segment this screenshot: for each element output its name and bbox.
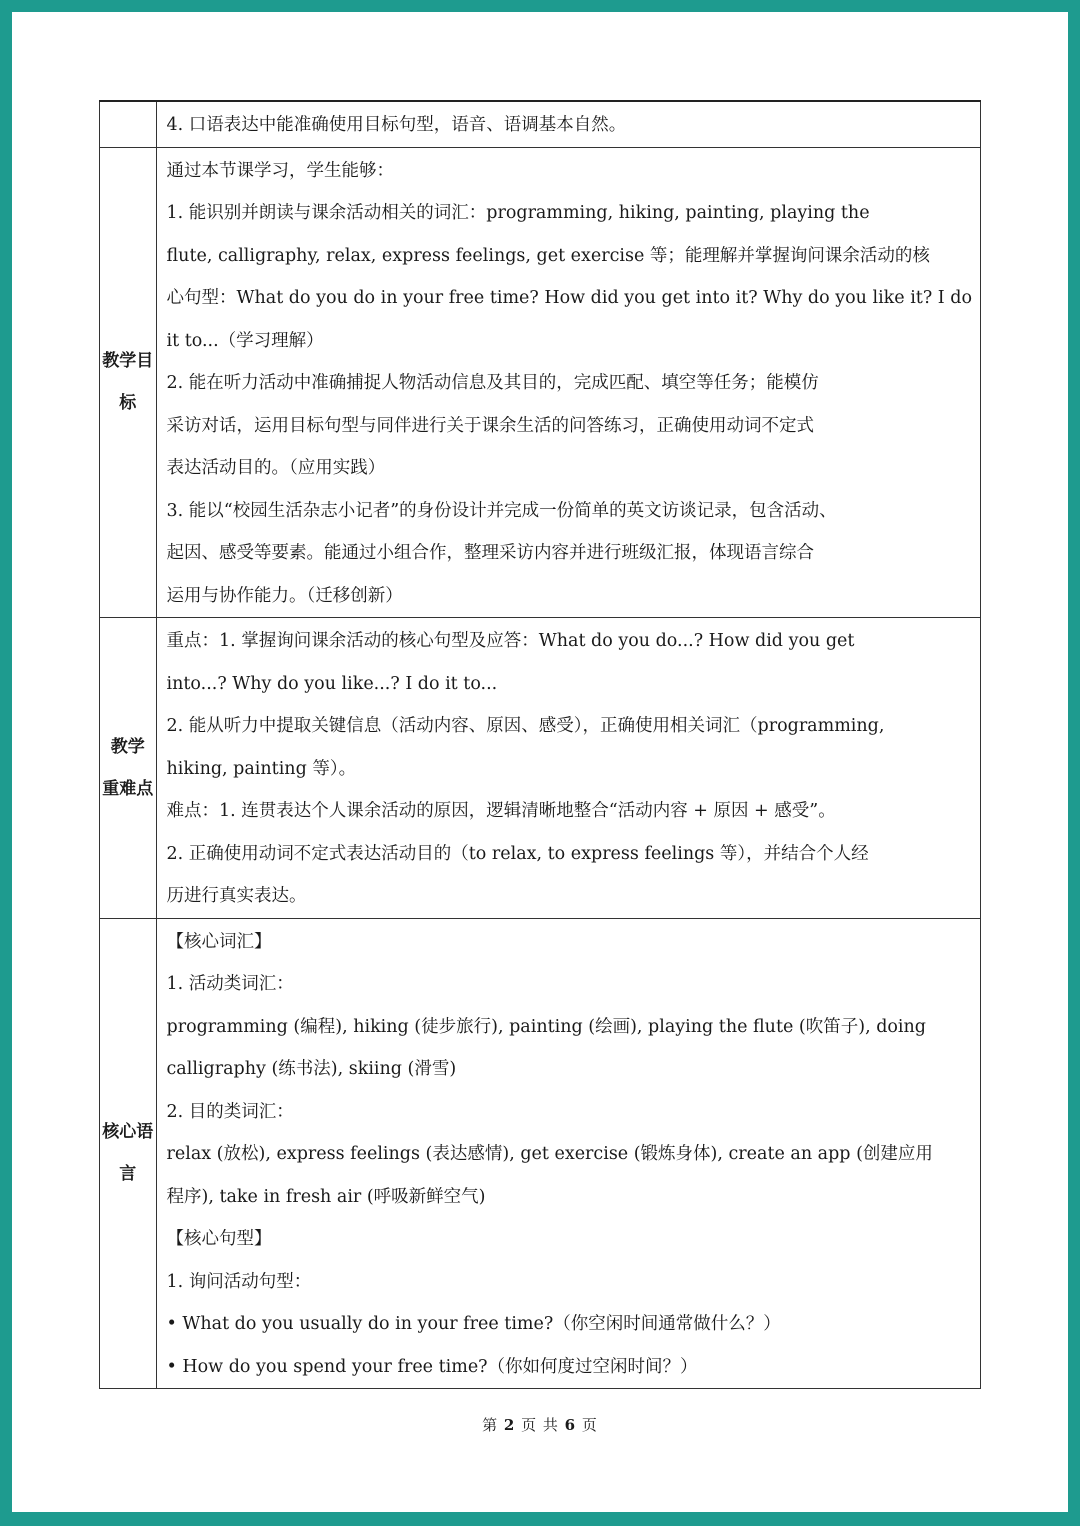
footer-middle: 页 共 (521, 1416, 559, 1434)
content-line: 采访对话，运用目标句型与同伴进行关于课余生活的问答练习，正确使用动词不定式 (166, 415, 814, 436)
table-row (100, 918, 981, 1389)
row-content-cell (156, 918, 981, 1389)
content-line: 3. 能以“校园生活杂志小记者”的身份设计并完成一份简单的英文访谈记录，包含活动、 (166, 500, 837, 521)
table-row (100, 618, 981, 919)
row-label: 教学 (110, 736, 145, 757)
row-content-cell (156, 101, 981, 147)
content-line: into...? Why do you like...? I do it to... (166, 673, 498, 694)
content-line: 2. 能在听力活动中准确捕捉人物活动信息及其目的，完成匹配、填空等任务；能模仿 (166, 373, 819, 393)
lesson-plan-table (99, 100, 981, 1389)
content-line: it to...（学习理解） (166, 330, 324, 351)
content-line: flute, calligraphy, relax, express feelings, get exercise 等；能理解并掌握询问课余活动的核 (166, 245, 930, 266)
row-label: 核心语言 (102, 1122, 154, 1185)
page-footer (12, 1414, 1068, 1435)
footer-suffix: 页 (581, 1416, 598, 1434)
footer-prefix: 第 (482, 1416, 499, 1434)
table-row (100, 147, 981, 618)
content-line: 1. 活动类词汇： (166, 974, 294, 994)
content-line: 重点：1. 掌握询问课余活动的核心句型及应答：What do you do...? How did you get (166, 631, 855, 651)
content-line: 通过本节课学习，学生能够： (166, 160, 394, 181)
table-row (100, 101, 981, 147)
row-label: 教学目标 (102, 351, 154, 414)
footer-total-pages: 6 (564, 1416, 577, 1434)
footer-page-number: 2 (503, 1416, 516, 1434)
content-line: 2. 目的类词汇： (166, 1101, 294, 1122)
content-line: 程序), take in fresh air (呼吸新鲜空气) (166, 1186, 486, 1207)
content-line: 历进行真实表达。 (166, 886, 307, 906)
content-line: 起因、感受等要素。能通过小组合作，整理采访内容并进行班级汇报，体现语言综合 (166, 543, 814, 563)
document-page (12, 12, 1068, 1512)
row-label-cell (100, 618, 157, 919)
content-line: 【核心词汇】 (166, 931, 272, 952)
row-label-cell (100, 101, 157, 147)
content-line: 运用与协作能力。（迁移创新） (166, 585, 403, 606)
content-line: hiking, painting 等）。 (166, 758, 357, 779)
content-line: calligraphy (练书法), skiing (滑雪) (166, 1059, 457, 1079)
content-line: • How do you spend your free time?（你如何度过空闲时间？） (166, 1356, 698, 1377)
content-line: programming (编程), hiking (徒步旅行), painting (绘画), playing the flute (吹笛子), doing (166, 1016, 926, 1037)
content-line: 2. 能从听力中提取关键信息（活动内容、原因、感受），正确使用相关词汇（programming, (166, 716, 885, 736)
content-line: 【核心句型】 (166, 1229, 272, 1249)
content-line: 4. 口语表达中能准确使用目标句型，语音、语调基本自然。 (166, 115, 627, 135)
content-line: 1. 询问活动句型： (166, 1271, 312, 1292)
content-line: 1. 能识别并朗读与课余活动相关的词汇：programming, hiking, painting, playing the (166, 203, 870, 223)
row-content-cell (156, 618, 981, 919)
row-content-cell (156, 147, 981, 618)
row-label: 重难点 (102, 778, 154, 799)
content-line: 表达活动目的。（应用实践） (166, 458, 386, 478)
content-line: • What do you usually do in your free time?（你空闲时间通常做什么？） (166, 1314, 781, 1334)
content-line: 心句型：What do you do in your free time? How did you get into it? Why do you like it? I do (166, 288, 972, 308)
content-line: relax (放松), express feelings (表达感情), get exercise (锻炼身体), create an app (创建应用 (166, 1144, 933, 1164)
content-line: 难点：1. 连贯表达个人课余活动的原因，逻辑清晰地整合“活动内容 + 原因 + 感受”。 (166, 801, 836, 821)
row-label-cell (100, 147, 157, 618)
content-line: 2. 正确使用动词不定式表达活动目的（to relax, to express feelings 等），并结合个人经 (166, 843, 869, 864)
row-label-cell (100, 918, 157, 1389)
